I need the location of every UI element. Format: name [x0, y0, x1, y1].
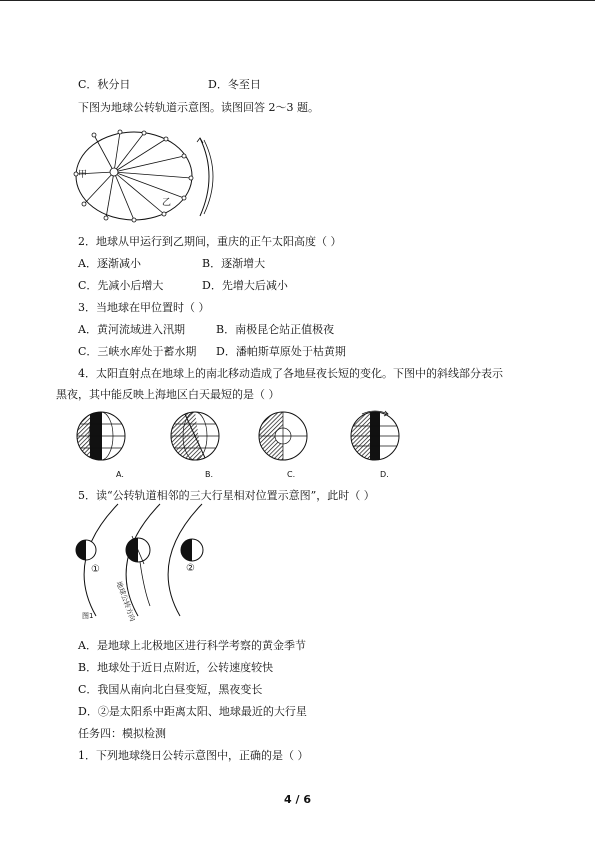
option-c-q1: C．秋分日	[78, 78, 131, 91]
globe-label-b: B.	[205, 470, 214, 479]
globe-d	[351, 411, 399, 460]
orbit-diagram	[72, 126, 222, 226]
globe-label-d: D.	[380, 470, 389, 479]
task-four-heading: 任务四：模拟检测	[78, 727, 166, 740]
question-5: 5．读“公转轨道相邻的三大行星相对位置示意图”，此时（ ）	[78, 489, 375, 502]
q5-option-b: B．地球处于近日点附近，公转速度较快	[78, 661, 274, 674]
q2-option-a: A．逐渐减小	[78, 257, 141, 270]
planet-label-1: ①	[91, 564, 100, 575]
q3-option-c: C．三峡水库处于蓄水期	[78, 345, 197, 358]
page-number: 4 / 6	[284, 793, 311, 806]
question-2: 2．地球从甲运行到乙期间，重庆的正午太阳高度（ ）	[78, 235, 342, 248]
question-4-line1: 4．太阳直射点在地球上的南北移动造成了各地昼夜长短的变化。下图中的斜线部分表示	[78, 367, 503, 380]
globes-figure	[74, 408, 414, 484]
practice-question-1: 1．下列地球绕日公转示意图中，正确的是（ ）	[78, 749, 309, 762]
page-top-border	[0, 0, 595, 1]
globe-label-c: C.	[287, 470, 296, 479]
q2-option-d: D．先增大后减小	[202, 279, 288, 292]
q5-option-c: C．我国从南向北白昼变短，黑夜变长	[78, 683, 263, 696]
option-d-q1: D．冬至日	[208, 78, 261, 91]
q3-option-b: B．南极昆仑站正值极夜	[216, 323, 335, 336]
label-yi: 乙	[162, 198, 172, 208]
globe-b	[171, 412, 219, 461]
figure-caption: 图1	[82, 612, 94, 620]
revolution-direction-label: 地球公转方向	[114, 580, 137, 623]
label-jia: 甲	[78, 170, 88, 180]
q5-option-a: A．是地球上北极地区进行科学考察的黄金季节	[78, 639, 306, 652]
q2-option-b: B．逐渐增大	[202, 257, 266, 270]
question-4-line2: 黑夜，其中能反映上海地区白天最短的是（ ）	[56, 388, 280, 401]
question-3: 3．当地球在甲位置时（ ）	[78, 301, 210, 314]
globe-a	[77, 412, 125, 460]
globe-label-a: A.	[116, 470, 124, 479]
q3-option-d: D．潘帕斯草原处于枯黄期	[216, 345, 346, 358]
planets-figure	[70, 502, 220, 622]
q2-option-c: C．先减小后增大	[78, 279, 164, 292]
figure-intro-text: 下图为地球公转轨道示意图。读图回答 2～3 题。	[78, 101, 319, 114]
planet-label-2: ②	[186, 563, 195, 574]
globe-c	[259, 412, 307, 460]
q5-option-d: D．②是太阳系中距离太阳、地球最近的大行星	[78, 705, 307, 718]
q3-option-a: A．黄河流域进入汛期	[78, 323, 185, 336]
